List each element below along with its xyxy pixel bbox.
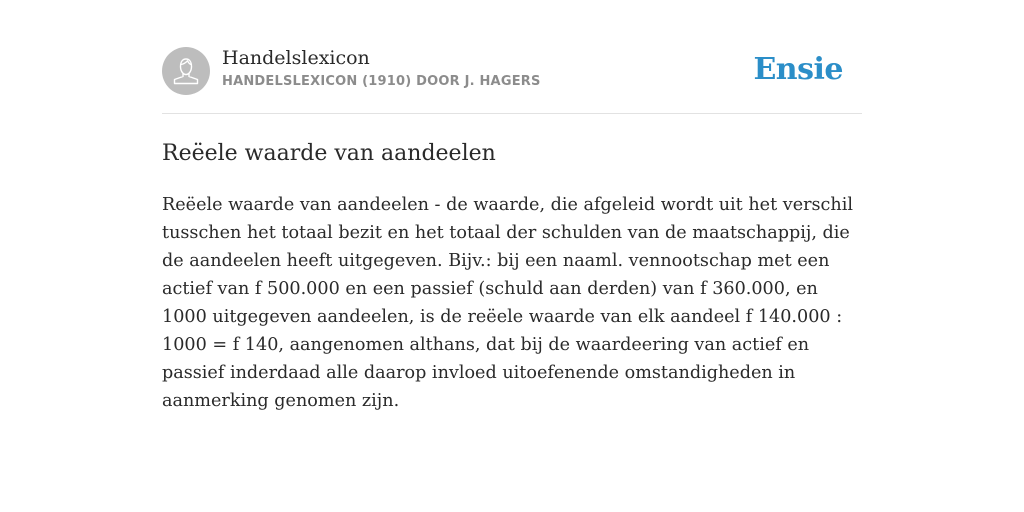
author-subtitle[interactable]: HANDELSLEXICON (1910) DOOR J. HAGERS — [222, 74, 541, 89]
brand-logo[interactable]: Ensie — [753, 52, 843, 87]
entry-body: Reëele waarde van aandeelen - de waarde, die afgeleid wordt uit het verschil tusschen het totaal bezit en het totaal der schulden van de maatschappij, die de aandeelen heeft uitgegeven. Bijv.: bij een naaml. vennootschap met een actief van f 500.000 en een passief (schuld aan derden) van f 360.000, en 1000 uitgegeven aandeelen, is de reëele waarde van elk aandeel f 140.000 : 1000 = f 140, aangenomen althans, dat bij de waardeering van actief en passief inderdaad alle daarop invloed uitoefenende omstandigheden in aanmerking genomen zijn. — [162, 195, 853, 411]
user-outline-icon — [162, 47, 210, 95]
author-name[interactable]: Handelslexicon — [222, 47, 370, 69]
entry-header — [162, 46, 862, 114]
entry-card — [162, 46, 862, 415]
avatar[interactable] — [162, 47, 210, 95]
entry-title: Reëele waarde van aandeelen — [162, 141, 496, 166]
